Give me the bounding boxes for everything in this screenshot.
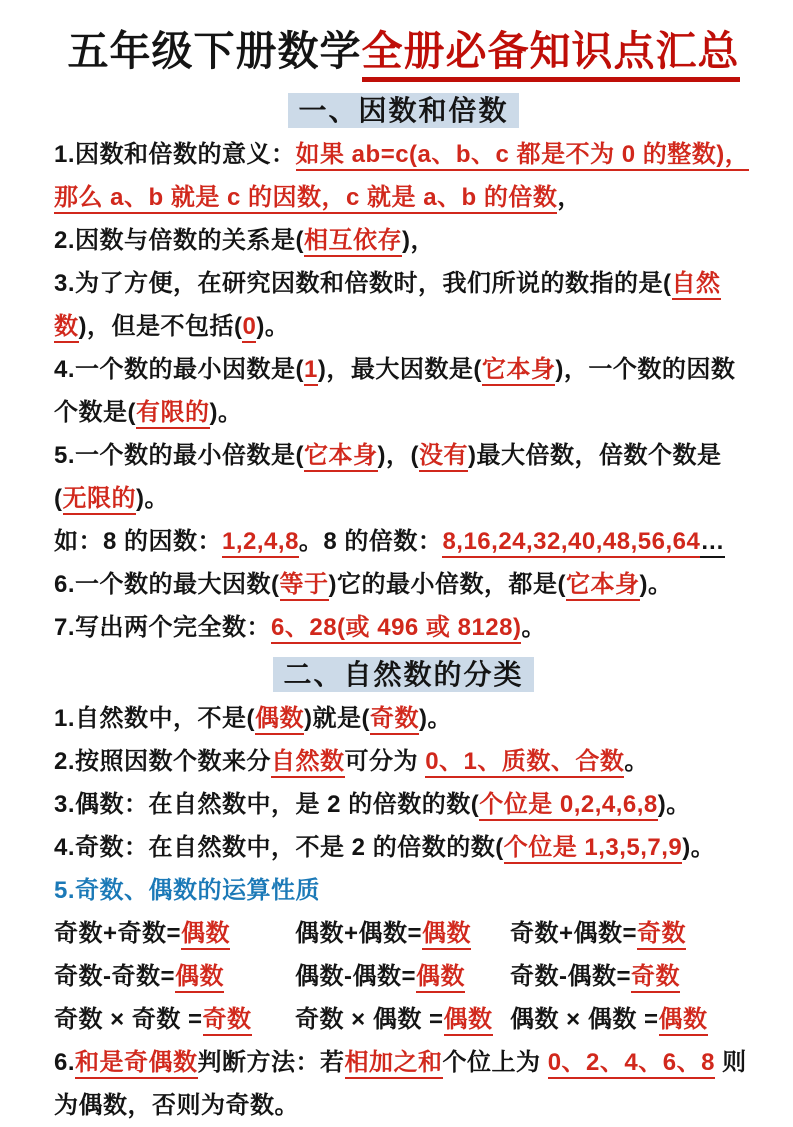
- text-segment: )最大倍数，倍数个数是(: [54, 442, 722, 512]
- text-segment: )。: [657, 791, 691, 818]
- section-heading-2: [54, 653, 753, 693]
- point-2-3: [54, 783, 753, 826]
- text-segment: 6.一个数的最大因数(: [54, 571, 280, 598]
- text-segment: )。: [209, 399, 243, 426]
- answer-text: 没有: [419, 442, 468, 472]
- text-segment: 可分为: [344, 748, 426, 775]
- point-2-6: [54, 1041, 753, 1127]
- text-segment: 6.: [54, 1049, 76, 1076]
- operation-rule-row-1: [54, 912, 753, 955]
- point-1-2: [54, 219, 753, 262]
- text-segment: 判断方法：若: [197, 1049, 345, 1076]
- point-2-1: [54, 697, 753, 740]
- point-2-2: [54, 740, 753, 783]
- answer-text: 偶数: [255, 705, 304, 735]
- text-segment: 偶数-偶数=: [295, 963, 417, 990]
- operation-rule: [510, 955, 680, 998]
- answer-text: 偶数: [416, 963, 465, 993]
- answer-text: 它本身: [482, 356, 556, 386]
- text-segment: 1.自然数中，不是(: [54, 705, 256, 732]
- text-segment: 全册必备知识点汇总: [362, 28, 740, 82]
- section-heading-highlight: [273, 657, 533, 692]
- answer-text: 8,16,24,32,40,48,56,64: [442, 528, 700, 558]
- text-segment: )，(: [377, 442, 419, 469]
- text-segment: 2.按照因数个数来分: [54, 748, 272, 775]
- answer-text: 它本身: [304, 442, 378, 472]
- answer-text: 和是奇偶数: [75, 1049, 198, 1079]
- text-segment: )，: [402, 227, 436, 254]
- answer-text: 偶数: [175, 963, 224, 993]
- text-segment: )就是(: [304, 705, 370, 732]
- text-segment: 偶数 × 偶数 =: [510, 1006, 659, 1033]
- text-segment: )，但是不包括(: [78, 313, 243, 340]
- answer-text: 偶数: [181, 920, 230, 950]
- text-segment: 4.奇数：在自然数中，不是 2 的倍数的数(: [54, 834, 504, 861]
- operation-rule: [54, 912, 295, 955]
- operation-rule: [510, 912, 686, 955]
- operation-rule: [54, 998, 295, 1041]
- text-segment: 则为偶数，否则为奇数。: [54, 1049, 747, 1119]
- answer-text: 有限的: [136, 399, 210, 429]
- text-segment: 偶数+偶数=: [295, 920, 423, 947]
- section-heading-1: [54, 89, 753, 129]
- text-segment: 二、自然数的分类: [283, 659, 524, 690]
- text-segment: 奇数 × 偶数 =: [295, 1006, 444, 1033]
- operation-rule-row-3: [54, 998, 753, 1041]
- text-segment: )，最大因数是(: [317, 356, 482, 383]
- answer-text: 无限的: [63, 485, 137, 515]
- answer-text: 1: [304, 356, 318, 386]
- text-segment: 奇数+偶数=: [510, 920, 638, 947]
- answer-text: 等于: [280, 571, 329, 601]
- point-1-1: [54, 133, 753, 219]
- operation-rule: [295, 955, 510, 998]
- text-segment: 。: [521, 614, 546, 641]
- answer-text: 它本身: [566, 571, 640, 601]
- answer-text: 奇数: [631, 963, 680, 993]
- text-segment: )它的最小倍数，都是(: [328, 571, 566, 598]
- text-segment: 。8 的倍数：: [298, 528, 443, 555]
- text-segment: 。: [624, 748, 649, 775]
- answer-text: 偶数: [444, 1006, 493, 1036]
- answer-text: 6、28(或 496 或 8128): [271, 614, 521, 644]
- operation-rule: [54, 955, 295, 998]
- answer-text: 个位是 1,3,5,7,9: [504, 834, 683, 864]
- text-segment: ，: [557, 184, 582, 211]
- text-segment: 1.因数和倍数的意义：: [54, 141, 296, 168]
- text-segment: 4.一个数的最小因数是(: [54, 356, 305, 383]
- answer-text: 相互依存: [304, 227, 402, 257]
- point-1-5: [54, 434, 753, 520]
- answer-text: 个位是 0,2,4,6,8: [479, 791, 658, 821]
- section-heading-highlight: [288, 93, 518, 128]
- text-segment: 奇数 × 奇数 =: [54, 1006, 203, 1033]
- answer-text: 偶数: [422, 920, 471, 950]
- text-segment: )，一个数的因数个数是(: [54, 356, 736, 426]
- text-segment: )。: [136, 485, 169, 512]
- text-segment: )。: [419, 705, 452, 732]
- point-1-7: [54, 606, 753, 649]
- answer-text: 偶数: [659, 1006, 708, 1036]
- text-segment: 2.因数与倍数的关系是(: [54, 227, 305, 254]
- answer-text: 奇数: [203, 1006, 252, 1036]
- answer-text: 0、2、4、6、8: [548, 1049, 715, 1079]
- point-2-4: [54, 826, 753, 869]
- text-segment: 3.偶数：在自然数中，是 2 的倍数的数(: [54, 791, 480, 818]
- point-1-6: [54, 563, 753, 606]
- answer-text: 奇数: [370, 705, 419, 735]
- answer-text: 0: [242, 313, 256, 343]
- operation-rule: [510, 998, 708, 1041]
- answer-text: 如果 ab=c(a、b、c 都是不为 0 的整数)，那么 a、b 就是 c 的因数，c 就是 a、b 的倍数: [54, 141, 749, 214]
- answer-text: 自然数: [271, 748, 345, 778]
- text-segment: 7.写出两个完全数：: [54, 614, 272, 641]
- text-segment: )。: [639, 571, 673, 598]
- text-segment: 一、因数和倍数: [298, 95, 509, 126]
- point-1-4: [54, 348, 753, 434]
- text-segment: 奇数-奇数=: [54, 963, 176, 990]
- text-segment: 五年级下册数学: [67, 28, 362, 74]
- text-segment: 奇数+奇数=: [54, 920, 182, 947]
- answer-text: 相加之和: [345, 1049, 443, 1079]
- operation-rule: [295, 998, 510, 1041]
- answer-text: 0、1、质数、合数: [425, 748, 624, 778]
- text-segment: 个位上为: [442, 1049, 548, 1076]
- point-1-5-example: [54, 520, 753, 563]
- text-segment: 3.为了方便，在研究因数和倍数时，我们所说的数指的是(: [54, 270, 672, 297]
- document-title: [54, 18, 753, 77]
- text-segment: 奇数-偶数=: [510, 963, 632, 990]
- point-2-5: [54, 869, 753, 912]
- text-segment: 5.一个数的最小倍数是(: [54, 442, 305, 469]
- point-1-3: [54, 262, 753, 348]
- answer-text: 自然数: [54, 270, 721, 343]
- text-segment: 如：8 的因数：: [54, 528, 223, 555]
- text-segment: …: [700, 528, 725, 558]
- operation-rule: [295, 912, 510, 955]
- text-segment: )。: [256, 313, 290, 340]
- text-segment: )。: [682, 834, 716, 861]
- operation-rule-row-2: [54, 955, 753, 998]
- answer-text: 奇数: [637, 920, 686, 950]
- subheading-text: 5.奇数、偶数的运算性质: [54, 877, 321, 904]
- answer-text: 1,2,4,8: [222, 528, 299, 558]
